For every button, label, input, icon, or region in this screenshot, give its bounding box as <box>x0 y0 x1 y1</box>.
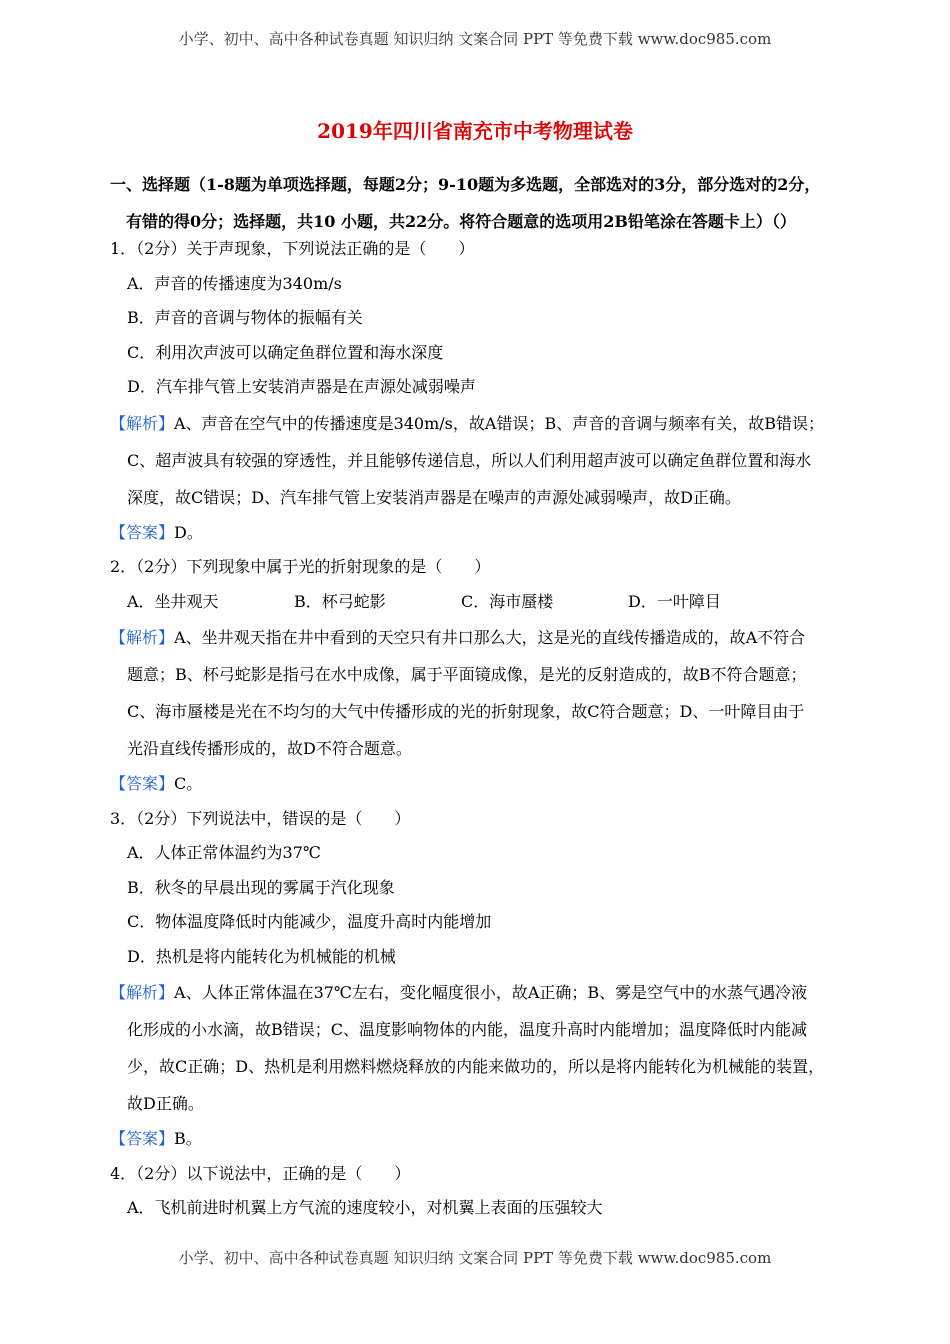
question-block <box>110 1157 860 1226</box>
analysis <box>110 974 860 1122</box>
option: B．秋冬的早晨出现的雾属于汽化现象 <box>127 877 395 897</box>
analysis-line <box>110 974 860 1011</box>
section-heading-line: 有错的得0分；选择题，共10 小题，共22分。将符合题意的选项用2B铅笔涂在答题卡上）（） <box>126 212 796 231</box>
analysis-line <box>110 619 860 656</box>
option: C．物体温度降低时内能减少，温度升高时内能增加 <box>127 912 492 931</box>
analysis-text: 题意；B、杯弓蛇影是指弓在水中成像，属于平面镜成像，是光的反射造成的，故B不符合题意； <box>127 665 807 684</box>
option: A．声音的传播速度为340m/s <box>127 273 342 293</box>
answer <box>110 767 860 802</box>
option: D．汽车排气管上安装消声器是在声源处减弱噪声 <box>127 377 476 396</box>
analysis-text: 故D正确。 <box>127 1094 204 1113</box>
section-heading <box>110 166 820 240</box>
analysis-text: 化形成的小水滴，故B错误；C、温度影响物体的内能，温度升高时内能增加；温度降低时内能减 <box>127 1020 808 1039</box>
analysis-text: 光沿直线传播形成的，故D不符合题意。 <box>127 739 412 758</box>
analysis-line <box>110 1048 860 1085</box>
question-stem: 2．（2分）下列现象中属于光的折射现象的是（ ） <box>110 557 491 576</box>
answer <box>110 1122 860 1157</box>
analysis <box>110 619 860 767</box>
option: C．海市蜃楼 <box>461 591 554 611</box>
answer <box>110 516 860 551</box>
answer-tag: 【答案】 <box>110 522 175 542</box>
analysis-line <box>110 442 860 479</box>
analysis-text: 深度，故C错误；D、汽车排气管上安装消声器是在噪声的声源处减弱噪声，故D正确。 <box>127 487 741 507</box>
analysis-text: C、超声波具有较强的穿透性，并且能够传递信息，所以人们利用超声波可以确定鱼群位置和海水 <box>127 450 812 470</box>
question-block <box>110 232 860 550</box>
question-block <box>110 550 860 802</box>
analysis-tag: 【解析】 <box>110 983 175 1002</box>
option: C．利用次声波可以确定鱼群位置和海水深度 <box>127 342 444 362</box>
answer-text: B。 <box>174 1129 202 1148</box>
analysis-line <box>110 693 860 730</box>
analysis <box>110 405 860 516</box>
analysis-text: A、声音在空气中的传播速度是340m/s，故A错误；B、声音的音调与频率有关，故B错误； <box>174 413 824 433</box>
option: D．一叶障目 <box>628 591 721 611</box>
answer-text: D。 <box>174 522 203 542</box>
option-row <box>110 585 860 620</box>
questions <box>110 232 860 1226</box>
option: A．飞机前进时机翼上方气流的速度较小，对机翼上表面的压强较大 <box>127 1198 603 1217</box>
option: D．热机是将内能转化为机械能的机械 <box>127 946 396 966</box>
answer-tag: 【答案】 <box>110 1129 175 1148</box>
document-title: 2019年四川省南充市中考物理试卷 <box>317 119 633 143</box>
question-stem: 3．（2分）下列说法中，错误的是（ ） <box>110 808 411 828</box>
analysis-line <box>110 730 860 767</box>
section-heading-line: 一、选择题（1-8题为单项选择题，每题2分；9-10题为多选题，全部选对的3分，部分选对的2分， <box>110 175 821 194</box>
analysis-text: 少，故C正确；D、热机是利用燃料燃烧释放的内能来做功的，所以是将内能转化为机械能的装置， <box>127 1057 825 1076</box>
option: A．坐井观天 <box>127 591 219 611</box>
analysis-text: A、人体正常体温在37℃左右，变化幅度很小，故A正确；B、雾是空气中的水蒸气遇冷液 <box>174 983 808 1002</box>
option: B．杯弓蛇影 <box>294 591 386 611</box>
question-stem: 1．（2分）关于声现象，下列说法正确的是（ ） <box>110 239 475 258</box>
analysis-tag: 【解析】 <box>110 413 175 433</box>
page-header: 小学、初中、高中各种试卷真题 知识归纳 文案合同 PPT 等免费下载 www.doc985.com <box>178 30 772 48</box>
analysis-line <box>110 1011 860 1048</box>
answer-tag: 【答案】 <box>110 774 175 793</box>
analysis-line <box>110 479 860 516</box>
page-footer: 小学、初中、高中各种试卷真题 知识归纳 文案合同 PPT 等免费下载 www.doc985.com <box>178 1249 772 1267</box>
analysis-text: C、海市蜃楼是光在不均匀的大气中传播形成的光的折射现象，故C符合题意；D、一叶障目由于 <box>127 702 805 721</box>
answer-text: C。 <box>174 774 203 793</box>
question-block <box>110 802 860 1157</box>
option: A．人体正常体温约为37℃ <box>127 843 321 862</box>
option: B．声音的音调与物体的振幅有关 <box>127 308 363 327</box>
analysis-tag: 【解析】 <box>110 628 175 647</box>
analysis-line <box>110 656 860 693</box>
question-stem: 4．（2分）以下说法中，正确的是（ ） <box>110 1163 411 1183</box>
analysis-line <box>110 405 860 442</box>
analysis-text: A、坐井观天指在井中看到的天空只有井口那么大，这是光的直线传播造成的，故A不符合 <box>174 628 806 647</box>
analysis-line <box>110 1085 860 1122</box>
